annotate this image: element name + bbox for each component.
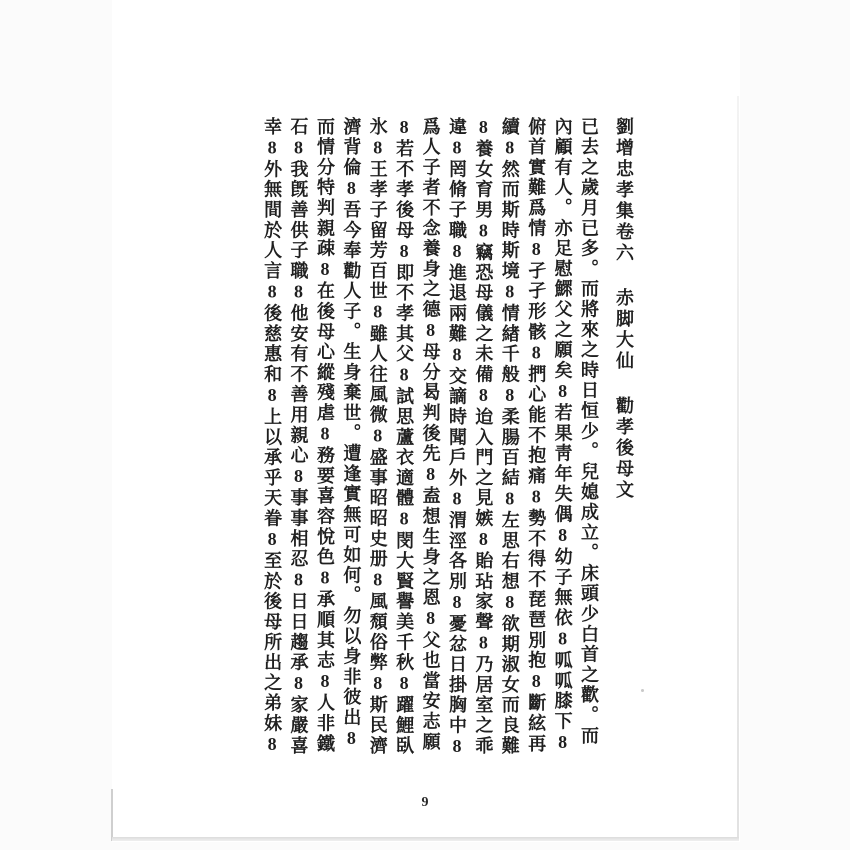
text-column: 而情分特判親疎8在後母心縱殘虐8務要喜容悅色8承順其志8人非鐵 <box>314 117 335 755</box>
text-column: 8若不孝後母8即不孝其父8試思蘆衣適體8閔大賢譽美千秋8躍鯉臥 <box>394 117 415 757</box>
text-column: 違8罔脩子職8進退兩難8交謫時聞戶外8渭涇各別8憂忿日掛胸中8 <box>446 117 467 759</box>
document-text-block <box>259 117 639 759</box>
text-column: 幸8外無間於人言8後慈惠和8上以承乎天眷8至於後母所出之弟妹8 <box>262 117 283 757</box>
text-column: 濟背倫8吾今奉勸人子。生身棄世。遭逢實無可如何。勿以身非彼出8 <box>341 117 362 751</box>
title-column <box>609 117 639 751</box>
scan-edge-right <box>737 96 739 841</box>
text-column: 8養女育男8竊恐母儀之未備8迨入門之見嫉8貽玷家聲8乃居室之乖 <box>473 117 494 757</box>
text-column: 爲人子者不念養身之德8母分曷判後先8盍想生身之恩8父也當安志願 <box>420 117 441 753</box>
book-title: 劉增忠孝集卷六 <box>614 117 634 264</box>
scan-speck <box>641 689 644 692</box>
text-column: 已去之歲月已多。而將來之時日恒少。兒媳成立。床頭少白首之歡。而 <box>579 117 599 747</box>
page-number: 9 <box>421 795 429 810</box>
chapter-title: 勸孝後母文 <box>614 396 634 501</box>
text-column: 俯首實難爲情8孑孑形骸8捫心能不抱痛8勢不得不琵琶別抱8斷絃再 <box>526 117 547 755</box>
scan-edge-bottom <box>112 837 739 841</box>
text-column: 內顧有人。亦足慰鰥父之願矣8若果靑年失偶8幼子無依8呱呱膝下8 <box>552 117 573 755</box>
text-column: 氷8王孝子留芳百世8雖人往風微8盛事昭昭史册8風頹俗弊8斯民濟 <box>367 117 388 757</box>
text-column: 石8我旣善供子職8他安有不善用親心8事事相忍8日日趨承8家嚴喜 <box>288 117 309 757</box>
author-name: 赤脚大仙 <box>614 288 634 372</box>
text-column: 續8然而斯時斯境8情緖千般8柔腸百結8左思右想8欲期淑女而良難 <box>499 117 520 757</box>
